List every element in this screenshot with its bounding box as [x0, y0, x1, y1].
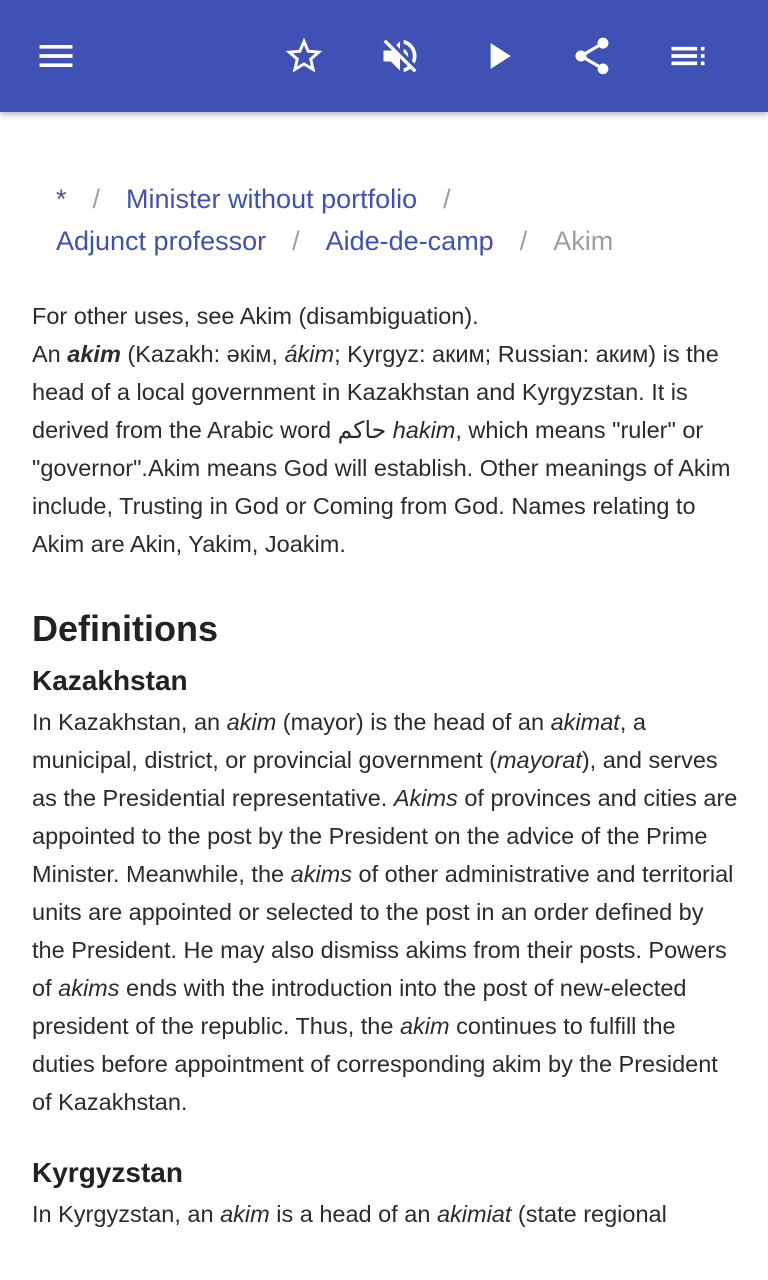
star-outline-icon — [282, 34, 326, 78]
intro-paragraph: An akim (Kazakh: әкім, ákim; Kyrgyz: аким; Russian: аким) is the head of a local government in Kazakhstan and Kyrgyzstan. It is derived from the Arabic word حاكم hakim, which means "ruler" or "governor".Akim means God will establish. Other meanings of Akim include, Trusting in God or Coming from God. Names relating to Akim are Akin, Yakim, Joakim. — [32, 341, 731, 557]
menu-icon — [34, 34, 78, 78]
kyrgyzstan-paragraph: In Kyrgyzstan, an akim is a head of an akimiat (state regional — [32, 1201, 667, 1227]
breadcrumb-current: Akim — [553, 226, 614, 256]
app-bar — [0, 0, 768, 112]
breadcrumb-item-aide[interactable]: Aide-de-camp — [325, 226, 494, 256]
playlist-icon — [666, 34, 710, 78]
breadcrumb-separator: / — [443, 184, 451, 214]
play-icon — [476, 34, 520, 78]
kyrgyzstan-heading: Kyrgyzstan — [32, 1157, 183, 1188]
breadcrumb-separator: / — [92, 184, 101, 214]
breadcrumb-item-adjunct[interactable]: Adjunct professor — [56, 226, 267, 256]
article-content — [32, 297, 742, 1233]
breadcrumb — [56, 178, 746, 262]
volume-off-icon — [378, 34, 422, 78]
breadcrumb-separator: / — [519, 226, 528, 256]
disambiguation-note: For other uses, see Akim (disambiguation). — [32, 303, 479, 329]
definitions-heading: Definitions — [32, 608, 218, 649]
share-button[interactable] — [556, 20, 628, 92]
menu-button[interactable] — [20, 20, 92, 92]
breadcrumb-separator: / — [292, 226, 300, 256]
favorite-button[interactable] — [268, 20, 340, 92]
breadcrumb-item-minister[interactable]: Minister without portfolio — [126, 184, 418, 214]
share-icon — [570, 34, 614, 78]
contents-button[interactable] — [652, 20, 724, 92]
kazakhstan-heading: Kazakhstan — [32, 665, 188, 696]
play-button[interactable] — [462, 20, 534, 92]
breadcrumb-item-home[interactable]: * — [56, 184, 67, 214]
kazakhstan-paragraph: In Kazakhstan, an akim (mayor) is the head of an akimat, a municipal, district, or provincial government (mayorat), and serves as the Presidential representative. Akims of provinces and cities are appointed to the post by the President on the advice of the Prime Minister. Meanwhile, the akims of other administrative and territorial units are appointed or selected to the post in an order defined by the President. He may also dismiss akims from their posts. Powers of akims ends with the introduction into the post of new-elected president of the republic. Thus, the akim continues to fulfill the duties before appointment of corresponding akim by the President of Kazakhstan. — [32, 709, 738, 1115]
mute-button[interactable] — [364, 20, 436, 92]
